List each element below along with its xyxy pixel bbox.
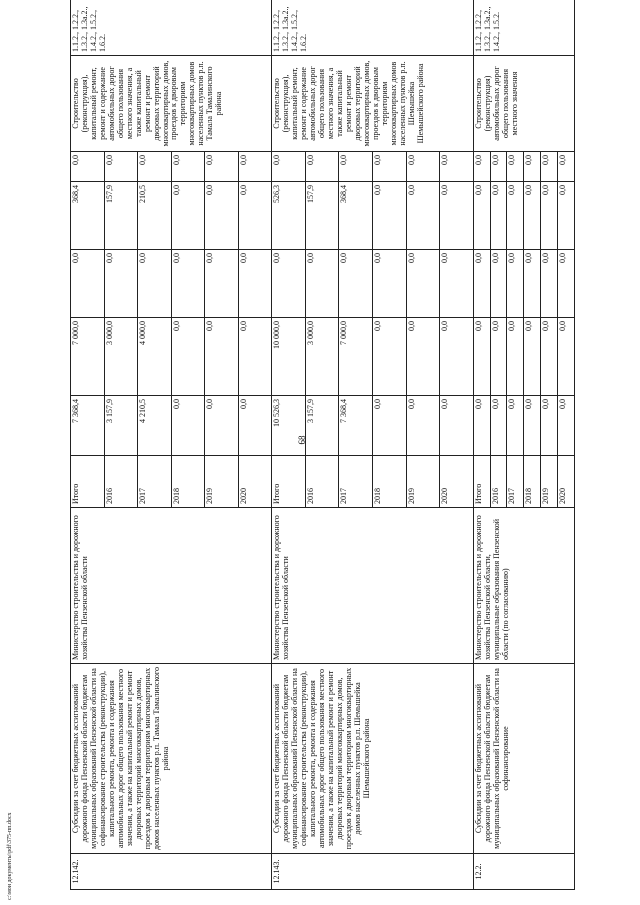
col3-1-cell: 157,9 — [104, 182, 138, 250]
col3-1-cell: 0,0 — [490, 182, 507, 250]
total-4-cell: 0,0 — [541, 396, 558, 456]
years-5-cell: 2020 — [440, 456, 474, 508]
col4-5-cell: 0,0 — [557, 152, 574, 182]
col4-3-cell: 0,0 — [524, 152, 541, 182]
table-body — [71, 0, 575, 890]
col4-5-cell: 0,0 — [238, 152, 272, 182]
total-2-cell: 7 368,4 — [339, 396, 373, 456]
col4-4-cell: 0,0 — [541, 152, 558, 182]
years-1-cell: 2016 — [305, 456, 339, 508]
col1-2-cell: 0,0 — [507, 318, 524, 396]
col3-3-cell: 0,0 — [171, 182, 205, 250]
total-3-cell: 0,0 — [524, 396, 541, 456]
col1-3-cell: 0,0 — [171, 318, 205, 396]
col1-5-cell: 0,0 — [440, 318, 474, 396]
col4-0-cell: 0,0 — [272, 152, 306, 182]
years-1-cell: 2016 — [490, 456, 507, 508]
col2-1-cell: 0,0 — [104, 250, 138, 318]
col1-5-cell: 0,0 — [238, 318, 272, 396]
title-cell: Субсидии за счет бюджетных ассигнований дорожного фонда Пензенской области бюджетам муниципальных образований Пензенской области на софинансирование строительства (реконструкции), капитального ремонта, ремонта и содержания автомобильных дорог общего пользования местного значения, а также на капитальный ремонт и ремонт дворовых территорий многоквартирных домов, проездов к дворовым территориям многоквартирных домов населенных пунктов р.п. Тамала Тамалинского района — [71, 664, 272, 854]
goal-cell: Строительство (реконструкция), капитальный ремонт, ремонт и содержание автомобильных дорог общего пользования местного значения, а также капитальный ремонт и ремонт дворовых территорий многоквартирных домов, проездов к дворовым территориям многоквартирных домов населенных пунктов р.п. Шемышейка Шемышейского района — [272, 56, 473, 152]
col2-2-cell: 0,0 — [138, 250, 172, 318]
col3-5-cell: 0,0 — [557, 182, 574, 250]
col2-0-cell: 0,0 — [71, 250, 105, 318]
col4-4-cell: 0,0 — [205, 152, 239, 182]
col1-0-cell: 10 000,0 — [272, 318, 306, 396]
years-2-cell: 2017 — [138, 456, 172, 508]
col3-0-cell: 368,4 — [71, 182, 105, 250]
title-cell: Субсидии за счет бюджетных ассигнований дорожного фонда Пензенской области бюджетам муниципальных образований Пензенской области на софинансирование — [473, 664, 574, 854]
footer-file-path: c:\мои документы\pdf\375-пп.docx — [7, 812, 13, 900]
col2-5-cell: 0,0 — [238, 250, 272, 318]
col3-3-cell: 0,0 — [524, 182, 541, 250]
total-5-cell: 0,0 — [440, 396, 474, 456]
executor-cell: Министерство строительства и дорожного хозяйства Пензенской области — [272, 508, 473, 664]
col3-0-cell: 0,0 — [473, 182, 490, 250]
years-1-cell: 2016 — [104, 456, 138, 508]
years-0-cell: Итого — [71, 456, 105, 508]
col2-2-cell: 0,0 — [339, 250, 373, 318]
col2-5-cell: 0,0 — [557, 250, 574, 318]
col2-4-cell: 0,0 — [205, 250, 239, 318]
total-4-cell: 0,0 — [205, 396, 239, 456]
col2-5-cell: 0,0 — [440, 250, 474, 318]
col2-1-cell: 0,0 — [305, 250, 339, 318]
years-0-cell: Итого — [473, 456, 490, 508]
id-cell: 12.142. — [71, 854, 272, 890]
col1-0-cell: 0,0 — [473, 318, 490, 396]
col2-3-cell: 0,0 — [171, 250, 205, 318]
col2-2-cell: 0,0 — [507, 250, 524, 318]
col4-0-cell: 0,0 — [71, 152, 105, 182]
col3-0-cell: 526,3 — [272, 182, 306, 250]
years-3-cell: 2018 — [372, 456, 406, 508]
col1-1-cell: 0,0 — [490, 318, 507, 396]
col3-4-cell: 0,0 — [406, 182, 440, 250]
col1-1-cell: 3 000,0 — [305, 318, 339, 396]
program-table — [70, 0, 575, 890]
col2-4-cell: 0,0 — [406, 250, 440, 318]
indicators-cell: 1.1.2., 1.2.2., 1.3.2., 1.3а.2., 1.4.2., 1.5.2., 1.6.2. — [272, 0, 473, 56]
total-3-cell: 0,0 — [171, 396, 205, 456]
col3-5-cell: 0,0 — [238, 182, 272, 250]
col1-3-cell: 0,0 — [524, 318, 541, 396]
total-5-cell: 0,0 — [557, 396, 574, 456]
col4-2-cell: 0,0 — [507, 152, 524, 182]
id-cell: 12.143. — [272, 854, 473, 890]
col4-1-cell: 0,0 — [104, 152, 138, 182]
total-1-cell: 3 157,9 — [104, 396, 138, 456]
years-5-cell: 2020 — [238, 456, 272, 508]
table-row — [473, 0, 490, 890]
years-4-cell: 2019 — [205, 456, 239, 508]
col3-1-cell: 157,9 — [305, 182, 339, 250]
goal-cell: Строительство (реконструкция) автомобильных дорог общего пользования местного значения — [473, 56, 574, 152]
years-2-cell: 2017 — [339, 456, 373, 508]
total-4-cell: 0,0 — [406, 396, 440, 456]
total-3-cell: 0,0 — [372, 396, 406, 456]
executor-cell: Министерство строительства и дорожного хозяйства Пензенской области, муниципальные образования Пензенской области (по согласованию) — [473, 508, 574, 664]
col1-4-cell: 0,0 — [541, 318, 558, 396]
col3-2-cell: 0,0 — [507, 182, 524, 250]
col1-3-cell: 0,0 — [372, 318, 406, 396]
goal-cell: Строительство (реконструкция), капитальный ремонт, ремонт и содержание автомобильных дорог общего пользования местного значения, а также капитальный ремонт и ремонт дворовых территорий многоквартирных домов, проездов к дворовым территориям многоквартирных домов населенных пунктов р.п. Тамала Тамалинского района — [71, 56, 272, 152]
col4-1-cell: 0,0 — [490, 152, 507, 182]
col4-2-cell: 0,0 — [138, 152, 172, 182]
col2-0-cell: 0,0 — [473, 250, 490, 318]
col3-3-cell: 0,0 — [372, 182, 406, 250]
col4-1-cell: 0,0 — [305, 152, 339, 182]
col4-2-cell: 0,0 — [339, 152, 373, 182]
total-0-cell: 0,0 — [473, 396, 490, 456]
col3-4-cell: 0,0 — [541, 182, 558, 250]
col2-4-cell: 0,0 — [541, 250, 558, 318]
col1-4-cell: 0,0 — [205, 318, 239, 396]
table-row — [71, 0, 105, 890]
page-number: 68 — [297, 435, 307, 445]
years-4-cell: 2019 — [406, 456, 440, 508]
col2-3-cell: 0,0 — [524, 250, 541, 318]
col1-0-cell: 7 000,0 — [71, 318, 105, 396]
table-row — [272, 0, 306, 890]
col4-4-cell: 0,0 — [406, 152, 440, 182]
col4-3-cell: 0,0 — [372, 152, 406, 182]
indicators-cell: 1.1.2., 1.2.2., 1.3.2., 1.3а.2., 1.4.2., 1.5.2., 1.6.2. — [71, 0, 272, 56]
col1-2-cell: 7 000,0 — [339, 318, 373, 396]
indicators-cell: 1.1.2., 1.2.2., 1.3.2., 1.3а.2., 1.4.2., 1.5.2. — [473, 0, 574, 56]
executor-cell: Министерство строительства и дорожного хозяйства Пензенской области — [71, 508, 272, 664]
col1-2-cell: 4 000,0 — [138, 318, 172, 396]
total-0-cell: 10 526,3 — [272, 396, 306, 456]
col1-4-cell: 0,0 — [406, 318, 440, 396]
col4-5-cell: 0,0 — [440, 152, 474, 182]
title-cell: Субсидии за счет бюджетных ассигнований дорожного фонда Пензенской области бюджетам муниципальных образований Пензенской области на софинансирование строительства (реконструкции), капитального ремонта, ремонта и содержания автомобильных дорог общего пользования местного значения, а также на капитальный ремонт и ремонт дворовых территорий многоквартирных домов, проездов к дворовым территориям многоквартирных домов населенных пунктов р.п. Шемышейка Шемышейского района — [272, 664, 473, 854]
col4-3-cell: 0,0 — [171, 152, 205, 182]
col3-4-cell: 0,0 — [205, 182, 239, 250]
col1-5-cell: 0,0 — [557, 318, 574, 396]
years-2-cell: 2017 — [507, 456, 524, 508]
col3-2-cell: 368,4 — [339, 182, 373, 250]
col2-0-cell: 0,0 — [272, 250, 306, 318]
total-0-cell: 7 368,4 — [71, 396, 105, 456]
total-2-cell: 4 210,5 — [138, 396, 172, 456]
years-5-cell: 2020 — [557, 456, 574, 508]
total-1-cell: 3 157,9 — [305, 396, 339, 456]
col2-3-cell: 0,0 — [372, 250, 406, 318]
years-0-cell: Итого — [272, 456, 306, 508]
total-1-cell: 0,0 — [490, 396, 507, 456]
total-2-cell: 0,0 — [507, 396, 524, 456]
years-3-cell: 2018 — [171, 456, 205, 508]
col2-1-cell: 0,0 — [490, 250, 507, 318]
col3-2-cell: 210,5 — [138, 182, 172, 250]
years-3-cell: 2018 — [524, 456, 541, 508]
col3-5-cell: 0,0 — [440, 182, 474, 250]
col4-0-cell: 0,0 — [473, 152, 490, 182]
total-5-cell: 0,0 — [238, 396, 272, 456]
col1-1-cell: 3 000,0 — [104, 318, 138, 396]
years-4-cell: 2019 — [541, 456, 558, 508]
id-cell: 12.2. — [473, 854, 574, 890]
